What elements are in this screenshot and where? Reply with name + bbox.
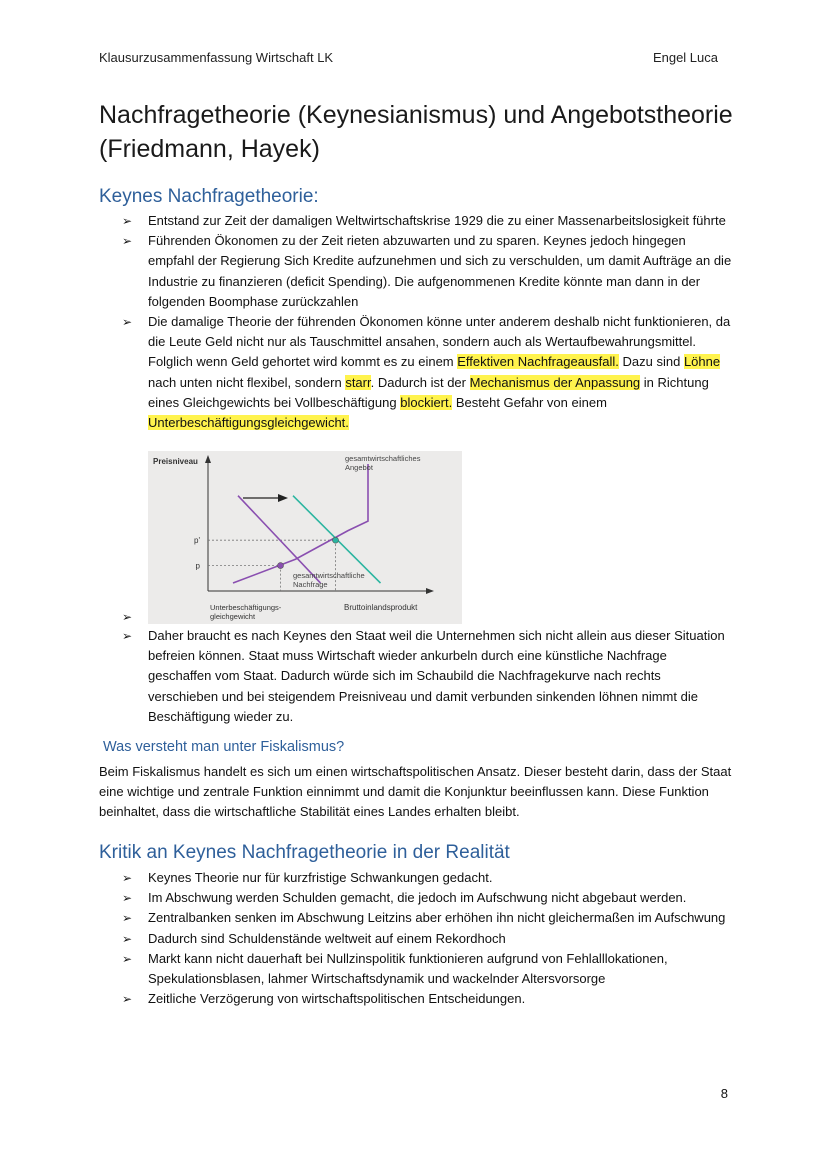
highlight: starr	[345, 374, 371, 390]
list-item: ➢ Daher braucht es nach Keynes den Staat weil die Unternehmen sich nicht allein aus dieser Situation befreien können. Staat muss Wirtschaft wieder ankurbeln durch eine künstliche Nachfrage geschaffen vom Staat. Dadurch würde sich im Schaubild die Nachfragekurve nach rechts verschieben und bei steigendem Preisniveau und damit verbunden sinkenden löhnen nimmt die Beschäftigung wieder zu.	[122, 628, 725, 724]
y-axis-arrow-icon	[205, 455, 211, 463]
list-item: ➢ Markt kann nicht dauerhaft bei Nullzinspolitik funktionieren aufgrund von Fehlalllokationen, Spekulationsblasen, lahmer Wirtschaftsdynamik und wackelnder Altersvorsorge	[122, 950, 668, 987]
header-title: Klausurzusammenfassung Wirtschaft LK	[99, 50, 334, 65]
keynes-bullet-list-2	[122, 626, 732, 727]
list-item: ➢ Zentralbanken senken im Abschwung Leitzins aber erhöhen ihn nicht gleichermaßen im Aufschwung	[122, 908, 732, 928]
arrowhead-bullet-icon: ➢	[122, 234, 133, 249]
list-item: ➢ Entstand zur Zeit der damaligen Weltwirtschaftskrise 1929 die zu einer Massenarbeitslosigkeit führte	[122, 211, 732, 231]
shift-arrow-head-icon	[278, 494, 288, 502]
highlight: Löhne	[683, 354, 721, 370]
kritik-bullet-list	[122, 868, 732, 1009]
section-heading-kritik: Kritik an Keynes Nachfragetheorie in der Realität	[99, 842, 510, 863]
list-item: ➢ Die damalige Theorie der führenden Ökonomen könne unter anderem deshalb nicht funktionieren, da die Leute Geld nicht nur als Tauschmittel ansahen, sondern auch als Wertaufbewahrungsmittel. Folglich wenn Geld gehortet wird kommt es zu einem Effektiven Nachfrageausfall. Dazu sind Löhne nach unten nicht flexibel, sondern starr. Dadurch ist der Mechanismus der Anpassung in Richtung eines Gleichgewichts bei Vollbeschäftigung blockiert. Besteht Gefahr von einem Unterbeschäftigungsgleichgewicht.	[122, 314, 731, 431]
header-author: Engel Luca	[652, 50, 718, 65]
arrowhead-bullet-icon: ➢	[122, 629, 133, 643]
arrowhead-bullet-icon: ➢	[122, 891, 133, 906]
equilibrium-point	[333, 537, 339, 543]
section-heading-fiskalismus: Was versteht man unter Fiskalismus?	[103, 739, 345, 755]
supply-label: gesamtwirtschaftliches Angebot	[345, 454, 421, 472]
list-item: ➢ Keynes Theorie nur für kurzfristige Schwankungen gedacht.	[122, 868, 732, 888]
fiskalismus-paragraph: Beim Fiskalismus handelt es sich um einen wirtschaftspolitischen Ansatz. Dieser besteht darin, dass der Staat eine wichtige und zentrale Funktion einnimmt und damit die Konjunktur beeinflussen kann. Diese Funktion beinhaltet, dass die wirtschaftliche Stabilität eines Landes erhalten bleibt.	[99, 764, 732, 820]
arrowhead-bullet-icon: ➢	[122, 931, 133, 946]
highlight: Unterbeschäftigungsgleichgewicht.	[148, 415, 349, 431]
highlight: blockiert.	[400, 394, 453, 410]
arrowhead-bullet-icon: ➢	[122, 992, 133, 1007]
y-axis-label: Preisniveau	[153, 457, 198, 466]
demand-curve	[238, 496, 321, 583]
arrowhead-bullet-icon: ➢	[122, 214, 133, 228]
keynes-bullet-list	[122, 211, 732, 433]
arrowhead-bullet-icon: ➢	[122, 911, 133, 926]
demand-label: gesamtwirtschaftliche Nachfrage	[293, 571, 365, 589]
list-item: ➢ Zeitliche Verzögerung von wirtschaftspolitischen Entscheidungen.	[122, 989, 732, 1009]
equilibrium-point	[278, 563, 284, 569]
highlight: Effektiven Nachfrageausfall.	[457, 354, 619, 370]
keynes-chart	[148, 451, 462, 624]
x-axis-label: Bruttoinlandsprodukt	[344, 603, 418, 612]
list-item: ➢ Im Abschwung werden Schulden gemacht, die jedoch im Aufschwung nicht abgebaut werden.	[122, 888, 732, 908]
y-tick-label: p	[195, 561, 200, 571]
page-number: 8	[720, 1086, 728, 1101]
arrowhead-bullet-icon: ➢	[122, 951, 133, 966]
y-tick-label: p'	[194, 536, 200, 546]
page-title: Nachfragetheorie (Keynesianismus) und Angebotstheorie (Friedmann, Hayek)	[99, 101, 733, 163]
x-axis-arrow-icon	[426, 588, 434, 594]
equilibrium-label: Unterbeschäftigungs-gleichgewicht	[210, 603, 282, 621]
chart-svg	[148, 451, 462, 624]
arrowhead-bullet-icon: ➢	[122, 871, 133, 885]
list-item: ➢ Führenden Ökonomen zu der Zeit rieten abzuwarten und zu sparen. Keynes jedoch hingegen empfahl der Regierung Sich Kredite aufzunehmen und sich zu verschulden, um damit Aufträge an die Industrie zu finanzieren (deficit Spending). Die aufgenommenen Kredite könnte man dann in der folgenden Boomphase zurückzahlen	[122, 233, 732, 309]
list-item: ➢ Dadurch sind Schuldenstände weltweit auf einem Rekordhoch	[122, 929, 732, 949]
highlight: Mechanismus der Anpassung	[469, 374, 641, 390]
section-heading-keynes: Keynes Nachfragetheorie:	[99, 186, 319, 207]
arrowhead-bullet-icon: ➢	[122, 315, 133, 330]
arrowhead-bullet-icon: ➢	[122, 610, 133, 624]
